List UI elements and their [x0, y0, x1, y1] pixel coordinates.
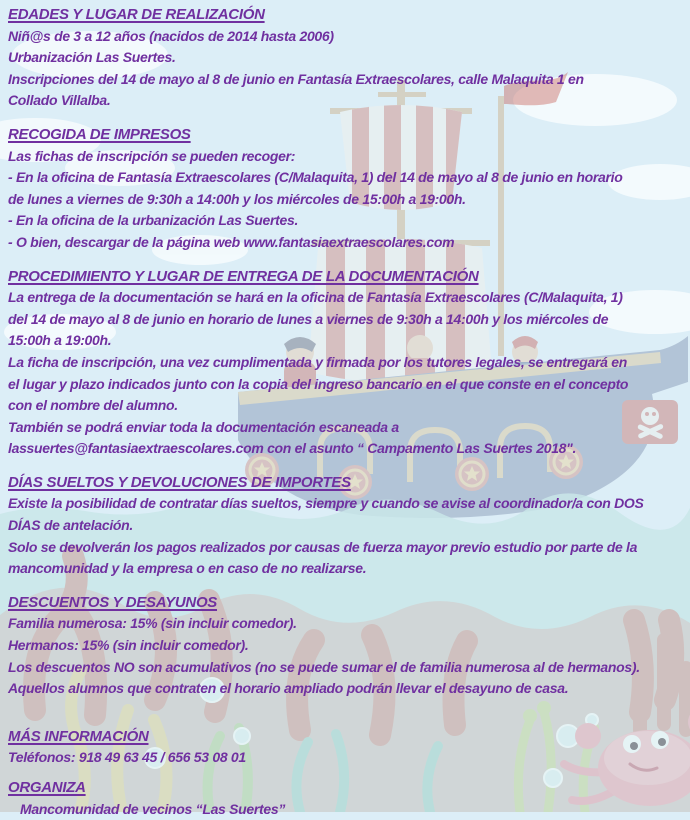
section-organiza: [8, 777, 690, 820]
text-line: de lunes a viernes de 9:30h a 14:00h y los miércoles de 15:00h a 19:00h.: [8, 190, 466, 207]
text-line: Niñ@s de 3 a 12 años (nacidos de 2014 hasta 2006): [8, 27, 334, 44]
text-line: Solo se devolverán los pagos realizados por causas de fuerza mayor previo estudio por parte de la: [8, 538, 638, 555]
text-line: Mancomunidad de vecinos “Las Suertes”: [20, 800, 286, 817]
text-line: Los descuentos NO son acumulativos (no se puede sumar el de familia numerosa al de hermanos).: [8, 658, 640, 675]
text-line: lassuertes@fantasiaextraescolares.com con el asunto “ Campamento Las Suertes 2018".: [8, 440, 577, 457]
text-line: La ficha de inscripción, una vez cumplimentada y firmada por los tutores legales, se entregará en: [8, 353, 627, 370]
text-line: Aquellos alumnos que contraten el horario ampliado podrán llevar el desayuno de casa.: [8, 680, 569, 697]
section-descuentos: [8, 592, 690, 700]
text-line: Existe la posibilidad de contratar días sueltos, siempre y cuando se avise al coordinador/a con DOS: [8, 495, 644, 512]
text-line: - O bien, descargar de la página web www.fantasiaextraescolares.com: [8, 233, 455, 250]
section-edades: [8, 4, 690, 112]
text-line: También se podrá enviar toda la documentación escaneada a: [8, 418, 399, 435]
section-heading-edades: EDADES Y LUGAR DE REALIZACIÓN: [8, 6, 265, 23]
text-line: - En la oficina de la urbanización Las Suertes.: [8, 212, 299, 229]
section-recogida: [8, 124, 690, 254]
section-heading-procedimiento: PROCEDIMIENTO Y LUGAR DE ENTREGA DE LA DOCUMENTACIÓN: [8, 267, 479, 285]
text-line: Inscripciones del 14 de mayo al 8 de junio en Fantasía Extraescolares, calle Malaquita 1 en: [8, 70, 584, 87]
text-line: Familia numerosa: 15% (sin incluir comedor).: [8, 615, 297, 632]
text-line: Teléfonos: 918 49 63 45 / 656 53 08 01: [8, 749, 246, 766]
text-line: La entrega de la documentación se hará en la oficina de Fantasía Extraescolares (C/Malaquita, 1): [8, 289, 623, 306]
text-line: Urbanización Las Suertes.: [8, 49, 176, 66]
section-mas-informacion: [8, 726, 690, 769]
section-heading-dias-sueltos: DÍAS SUELTOS Y DEVOLUCIONES DE IMPORTES: [8, 473, 351, 491]
text-line: Las fichas de inscripción se pueden recoger:: [8, 147, 296, 164]
text-line: Hermanos: 15% (sin incluir comedor).: [8, 637, 249, 654]
text-line: - En la oficina de Fantasía Extraescolares (C/Malaquita, 1) del 14 de mayo al 8 de junio en horario: [8, 169, 623, 186]
text-line: DÍAS de antelación.: [8, 517, 133, 534]
text-line: el lugar y plazo indicados junto con la copia del ingreso bancario en el que conste en el concepto: [8, 375, 629, 392]
section-dias-sueltos: [8, 472, 690, 580]
section-heading-recogida: RECOGIDA DE IMPRESOS: [8, 125, 191, 143]
flyer-content: [8, 4, 690, 820]
section-procedimiento: [8, 266, 690, 460]
text-line: del 14 de mayo al 8 de junio en horario de lunes a viernes de 9:30h a 14:00h y los miércoles de: [8, 310, 609, 327]
section-heading-mas-informacion: MÁS INFORMACIÓN: [8, 727, 149, 745]
section-heading-descuentos: DESCUENTOS Y DESAYUNOS: [8, 593, 218, 611]
text-line: Collado Villalba.: [8, 92, 111, 109]
section-heading-organiza: ORGANIZA: [8, 779, 86, 796]
text-line: 15:00h a 19:00h.: [8, 332, 112, 349]
text-line: con el nombre del alumno.: [8, 397, 178, 414]
text-line: mancomunidad y la empresa o en caso de no realizarse.: [8, 560, 367, 577]
